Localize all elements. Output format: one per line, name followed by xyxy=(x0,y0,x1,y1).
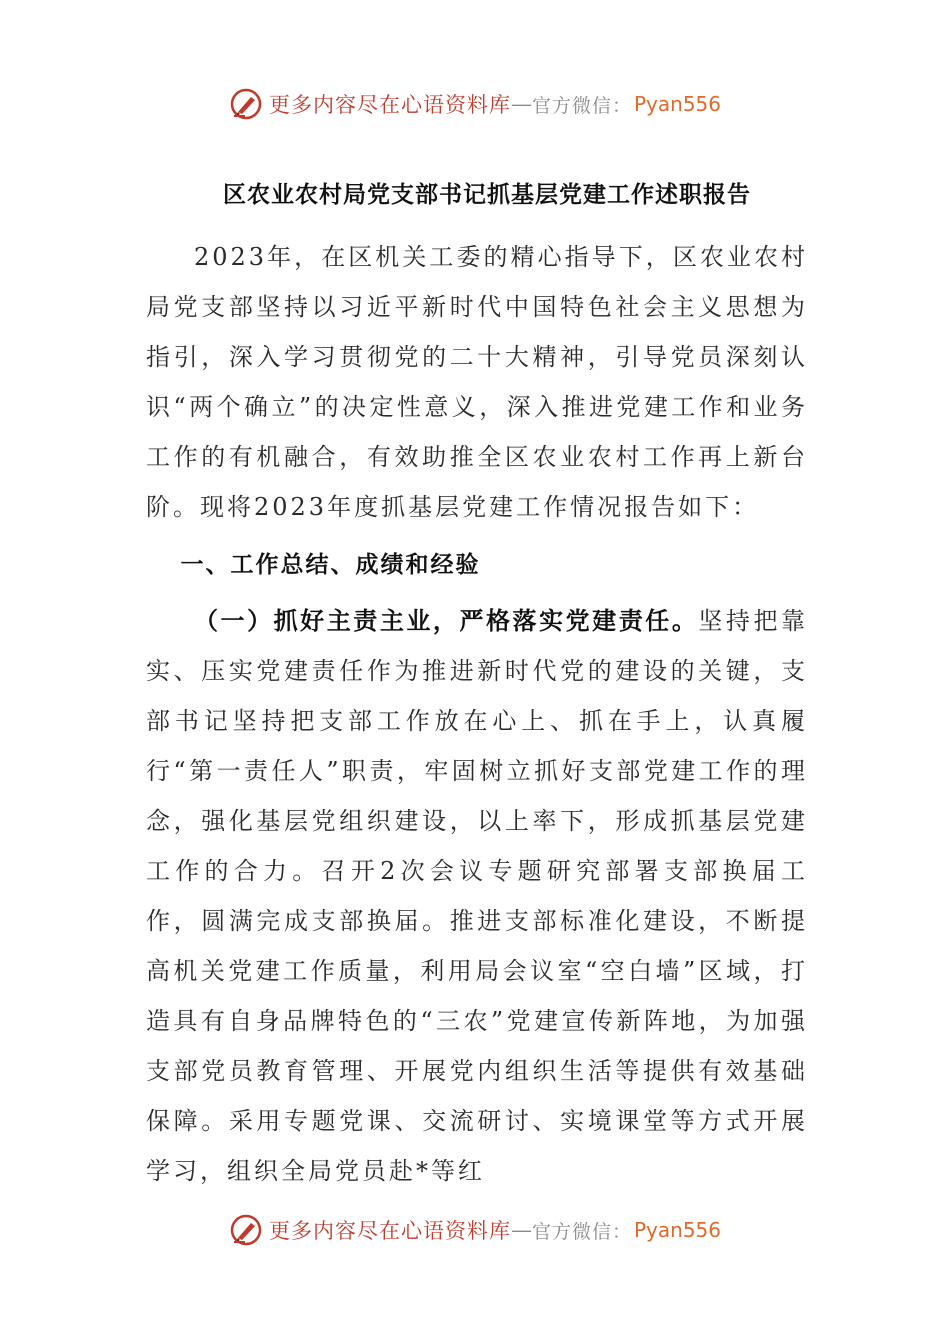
intro-paragraph: 2023年，在区机关工委的精心指导下，区农业农村局党支部坚持以习近平新时代中国特色社会主义思想为指引，深入学习贯彻党的二十大精神，引导党员深刻认识“两个确立”的决定性意义，深入推进党建工作和业务工作的有机融合，有效助推全区农业农村工作再上新台阶。现将2023年度抓基层党建工作情况报告如下： xyxy=(146,243,808,521)
document-body xyxy=(146,170,808,1196)
watermark-banner-bottom xyxy=(0,1210,950,1250)
section-heading: 一、工作总结、成绩和经验 xyxy=(180,552,481,578)
subsection-body: 坚持把靠实、压实党建责任作为推进新时代党的建设的关键，支部书记坚持把支部工作放在心上、抓在手上，认真履行“第一责任人”职责，牢固树立抓好支部党建工作的理念，强化基层党组织建设，以上率下，形成抓基层党建工作的合力。召开2次会议专题研究部署支部换届工作，圆满完成支部换届。推进支部标准化建设，不断提高机关党建工作质量，利用局会议室“空白墙”区域，打造具有自身品牌特色的“三农”党建宣传新阵地，为加强支部党员教育管理、开展党内组织生活等提供有效基础保障。采用专题党课、交流研讨、实境课堂等方式开展学习，组织全局党员赴*等红 xyxy=(146,607,809,1185)
pen-nib-circle-icon xyxy=(229,1213,263,1247)
watermark-slogan: 更多内容尽在心语资料库 xyxy=(268,93,511,117)
watermark-dash: — xyxy=(510,92,532,116)
document-title: 区农业农村局党支部书记抓基层党建工作述职报告 xyxy=(223,182,751,208)
watermark-contact-label: 官方微信： xyxy=(531,1220,632,1243)
subsection-paragraph xyxy=(146,596,808,1196)
subsection-heading: （一）抓好主责主业，严格落实党建责任。 xyxy=(194,607,699,635)
watermark-dash: — xyxy=(510,1218,532,1242)
watermark-contact-id: Pyan556 xyxy=(634,1218,722,1242)
pen-nib-circle-icon xyxy=(229,87,263,121)
watermark-slogan: 更多内容尽在心语资料库 xyxy=(268,1219,511,1243)
watermark-contact-label: 官方微信： xyxy=(531,94,632,117)
watermark-contact-id: Pyan556 xyxy=(634,92,722,116)
watermark-banner-top xyxy=(0,84,950,124)
